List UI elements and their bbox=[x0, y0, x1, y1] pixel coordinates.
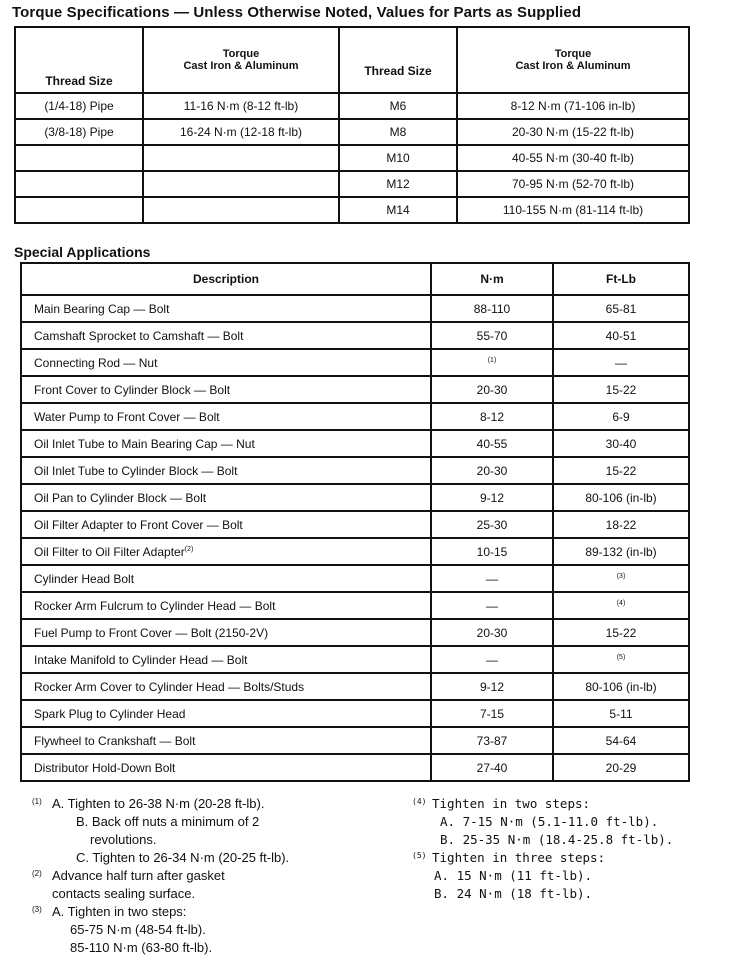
description-cell bbox=[21, 673, 431, 700]
footnote-ref: (5) bbox=[616, 653, 626, 661]
ftlb-cell-text: 15-22 bbox=[605, 625, 637, 640]
ftlb-cell bbox=[553, 565, 689, 592]
nm-cell bbox=[431, 322, 553, 349]
table-row bbox=[21, 457, 689, 484]
nm-cell bbox=[431, 457, 553, 484]
right-torque-cell: 40-55 N·m (30-40 ft-lb) bbox=[457, 145, 689, 171]
nm-cell bbox=[431, 700, 553, 727]
header-torque-left-line1: Torque bbox=[222, 48, 260, 60]
footnote-line: B. 25-35 N·m (18.4-25.8 ft-lb). bbox=[440, 832, 674, 847]
footnote-3 bbox=[32, 903, 352, 957]
nm-cell bbox=[431, 403, 553, 430]
right-thread-cell: M12 bbox=[339, 171, 457, 197]
left-torque-cell: 16-24 N·m (12-18 ft-lb) bbox=[143, 119, 339, 145]
description-cell bbox=[21, 592, 431, 619]
nm-cell bbox=[431, 565, 553, 592]
header-torque-left bbox=[143, 27, 339, 93]
table-row bbox=[21, 592, 689, 619]
description-cell-text: Fuel Pump to Front Cover — Bolt (2150-2V) bbox=[34, 625, 269, 640]
table-row bbox=[21, 727, 689, 754]
left-thread-cell: (3/8-18) Pipe bbox=[15, 119, 143, 145]
header-torque-right-line1: Torque bbox=[554, 48, 592, 60]
nm-cell-text: — bbox=[486, 571, 498, 586]
table-row bbox=[21, 700, 689, 727]
right-torque-cell: 70-95 N·m (52-70 ft-lb) bbox=[457, 171, 689, 197]
description-cell bbox=[21, 403, 431, 430]
nm-cell-text: — bbox=[486, 652, 498, 667]
footnote-2 bbox=[32, 867, 352, 903]
footnotes-left bbox=[32, 795, 352, 957]
table-row bbox=[21, 430, 689, 457]
ftlb-cell bbox=[553, 484, 689, 511]
header-thread-size-left: Thread Size bbox=[15, 27, 143, 93]
right-torque-cell: 8-12 N·m (71-106 in-lb) bbox=[457, 93, 689, 119]
footnote-ref: (2) bbox=[184, 545, 194, 553]
nm-cell-text: 27-40 bbox=[476, 760, 508, 775]
nm-cell-text: 8-12 bbox=[479, 409, 505, 424]
ftlb-cell-text: 5-11 bbox=[609, 706, 633, 721]
table-row bbox=[21, 295, 689, 322]
footnote-1 bbox=[32, 795, 352, 867]
left-torque-cell bbox=[143, 171, 339, 197]
nm-cell-text: 88-110 bbox=[473, 301, 511, 316]
footnote-ref: (1) bbox=[487, 356, 497, 364]
description-cell bbox=[21, 646, 431, 673]
nm-cell-text: 10-15 bbox=[476, 544, 508, 559]
right-thread-cell: M14 bbox=[339, 197, 457, 223]
footnote-line: contacts sealing surface. bbox=[52, 886, 196, 901]
description-cell-text: Oil Filter Adapter to Front Cover — Bolt bbox=[34, 517, 243, 532]
nm-cell-text: — bbox=[486, 598, 498, 613]
left-thread-cell bbox=[15, 171, 143, 197]
table-row bbox=[15, 145, 689, 171]
torque-spec-title: Torque Specifications — Unless Otherwise Noted, Values for Parts as Supplied bbox=[12, 4, 582, 21]
description-cell bbox=[21, 457, 431, 484]
ftlb-cell-text: 6-9 bbox=[612, 409, 630, 424]
left-torque-cell bbox=[143, 197, 339, 223]
footnote-4 bbox=[412, 795, 722, 849]
description-cell-text: Rocker Arm Fulcrum to Cylinder Head — Bolt bbox=[34, 598, 276, 613]
footnote-line: Tighten in three steps: bbox=[432, 850, 606, 865]
table-row bbox=[21, 484, 689, 511]
nm-cell bbox=[431, 376, 553, 403]
table-row bbox=[21, 754, 689, 781]
ftlb-cell bbox=[553, 619, 689, 646]
left-thread-cell bbox=[15, 145, 143, 171]
special-applications-table bbox=[20, 262, 690, 782]
ftlb-cell-text: — bbox=[615, 355, 627, 370]
nm-cell bbox=[431, 349, 553, 376]
footnote-line: A. 7-15 N·m (5.1-11.0 ft-lb). bbox=[440, 814, 659, 829]
header-ftlb: Ft-Lb bbox=[553, 263, 689, 295]
ftlb-cell-text: 18-22 bbox=[605, 517, 637, 532]
nm-cell bbox=[431, 511, 553, 538]
description-cell-text: Rocker Arm Cover to Cylinder Head — Bolts/Studs bbox=[34, 679, 305, 694]
footnote-line: Tighten in two steps: bbox=[432, 796, 591, 811]
nm-cell-text: 20-30 bbox=[476, 382, 508, 397]
ftlb-cell bbox=[553, 727, 689, 754]
ftlb-cell bbox=[553, 700, 689, 727]
footnote-marker: (1) bbox=[32, 797, 42, 806]
ftlb-cell-text: 40-51 bbox=[605, 328, 637, 343]
description-cell bbox=[21, 538, 431, 565]
ftlb-cell bbox=[553, 322, 689, 349]
description-cell-text: Oil Inlet Tube to Cylinder Block — Bolt bbox=[34, 463, 238, 478]
description-cell bbox=[21, 565, 431, 592]
header-torque-right bbox=[457, 27, 689, 93]
special-applications-title: Special Applications bbox=[14, 244, 151, 260]
nm-cell-text: 55-70 bbox=[476, 328, 508, 343]
ftlb-cell-text: 20-29 bbox=[605, 760, 637, 775]
table-row bbox=[15, 197, 689, 223]
ftlb-cell bbox=[553, 673, 689, 700]
footnote-line: 85-110 N·m (63-80 ft-lb). bbox=[70, 940, 213, 955]
nm-cell-text: 73-87 bbox=[476, 733, 508, 748]
footnote-line: revolutions. bbox=[90, 832, 157, 847]
nm-cell-text: 20-30 bbox=[476, 463, 508, 478]
ftlb-cell bbox=[553, 754, 689, 781]
description-cell-text: Distributor Hold-Down Bolt bbox=[34, 760, 176, 775]
footnotes-right bbox=[412, 795, 722, 903]
nm-cell-text: 9-12 bbox=[479, 679, 505, 694]
nm-cell-text: 25-30 bbox=[476, 517, 508, 532]
ftlb-cell bbox=[553, 403, 689, 430]
description-cell bbox=[21, 700, 431, 727]
table-row bbox=[21, 619, 689, 646]
nm-cell-text: 40-55 bbox=[476, 436, 508, 451]
footnote-line: A. 15 N·m (11 ft-lb). bbox=[434, 868, 593, 883]
table-row bbox=[21, 376, 689, 403]
ftlb-cell-text: 15-22 bbox=[605, 463, 637, 478]
nm-cell-text: 9-12 bbox=[479, 490, 505, 505]
nm-cell bbox=[431, 430, 553, 457]
table-row bbox=[15, 93, 689, 119]
right-thread-cell: M10 bbox=[339, 145, 457, 171]
footnote-ref: (4) bbox=[616, 599, 626, 607]
description-cell-text: Oil Filter to Oil Filter Adapter bbox=[34, 544, 185, 559]
description-cell-text: Spark Plug to Cylinder Head bbox=[34, 706, 186, 721]
header-thread-size-right: Thread Size bbox=[339, 27, 457, 93]
table-row bbox=[15, 119, 689, 145]
table-row bbox=[21, 673, 689, 700]
description-cell-text: Oil Inlet Tube to Main Bearing Cap — Nut bbox=[34, 436, 255, 451]
nm-cell bbox=[431, 538, 553, 565]
description-cell bbox=[21, 484, 431, 511]
footnote-marker: (5) bbox=[412, 851, 427, 860]
table-row bbox=[21, 349, 689, 376]
left-thread-cell: (1/4-18) Pipe bbox=[15, 93, 143, 119]
nm-cell-text: 7-15 bbox=[479, 706, 505, 721]
nm-cell bbox=[431, 592, 553, 619]
description-cell-text: Connecting Rod — Nut bbox=[34, 355, 158, 370]
description-cell bbox=[21, 727, 431, 754]
ftlb-cell-text: 30-40 bbox=[605, 436, 637, 451]
description-cell bbox=[21, 349, 431, 376]
description-cell bbox=[21, 295, 431, 322]
description-cell-text: Main Bearing Cap — Bolt bbox=[34, 301, 170, 316]
header-nm: N·m bbox=[431, 263, 553, 295]
footnote-marker: (3) bbox=[32, 905, 42, 914]
ftlb-cell-text: 54-64 bbox=[605, 733, 637, 748]
ftlb-cell-text: 89-132 (in-lb) bbox=[585, 544, 657, 559]
description-cell-text: Camshaft Sprocket to Camshaft — Bolt bbox=[34, 328, 244, 343]
table-row bbox=[21, 511, 689, 538]
header-torque-left-line2: Cast Iron & Aluminum bbox=[183, 60, 299, 72]
footnote-5 bbox=[412, 849, 722, 903]
nm-cell-text: 20-30 bbox=[476, 625, 508, 640]
nm-cell bbox=[431, 484, 553, 511]
table-row bbox=[21, 565, 689, 592]
footnote-line: B. 24 N·m (18 ft-lb). bbox=[434, 886, 593, 901]
table-row bbox=[21, 538, 689, 565]
ftlb-cell bbox=[553, 430, 689, 457]
ftlb-cell bbox=[553, 592, 689, 619]
torque-spec-table bbox=[14, 26, 690, 224]
ftlb-cell bbox=[553, 457, 689, 484]
description-cell-text: Flywheel to Crankshaft — Bolt bbox=[34, 733, 196, 748]
description-cell-text: Intake Manifold to Cylinder Head — Bolt bbox=[34, 652, 248, 667]
footnote-ref: (3) bbox=[616, 572, 626, 580]
description-cell-text: Front Cover to Cylinder Block — Bolt bbox=[34, 382, 231, 397]
footnote-line: C. Tighten to 26-34 N·m (20-25 ft-lb). bbox=[76, 850, 290, 865]
special-table-body bbox=[21, 295, 689, 781]
footnote-marker: (2) bbox=[32, 869, 42, 878]
description-cell bbox=[21, 619, 431, 646]
footnote-line: A. Tighten in two steps: bbox=[52, 904, 187, 919]
footnote-line: A. Tighten to 26-38 N·m (20-28 ft-lb). bbox=[52, 796, 265, 811]
table-row bbox=[21, 403, 689, 430]
footnote-line: Advance half turn after gasket bbox=[52, 868, 225, 883]
nm-cell bbox=[431, 673, 553, 700]
left-thread-cell bbox=[15, 197, 143, 223]
ftlb-cell bbox=[553, 646, 689, 673]
nm-cell bbox=[431, 295, 553, 322]
nm-cell bbox=[431, 727, 553, 754]
ftlb-cell bbox=[553, 538, 689, 565]
header-torque-right-line2: Cast Iron & Aluminum bbox=[515, 60, 631, 72]
description-cell bbox=[21, 430, 431, 457]
right-thread-cell: M6 bbox=[339, 93, 457, 119]
description-cell-text: Water Pump to Front Cover — Bolt bbox=[34, 409, 220, 424]
ftlb-cell bbox=[553, 349, 689, 376]
torque-header-row bbox=[15, 27, 689, 93]
ftlb-cell-text: 80-106 (in-lb) bbox=[585, 679, 657, 694]
nm-cell bbox=[431, 646, 553, 673]
footnote-marker: (4) bbox=[412, 797, 427, 806]
description-cell bbox=[21, 376, 431, 403]
ftlb-cell bbox=[553, 376, 689, 403]
ftlb-cell-text: 15-22 bbox=[605, 382, 637, 397]
description-cell bbox=[21, 511, 431, 538]
right-torque-cell: 110-155 N·m (81-114 ft-lb) bbox=[457, 197, 689, 223]
ftlb-cell bbox=[553, 295, 689, 322]
left-torque-cell: 11-16 N·m (8-12 ft-lb) bbox=[143, 93, 339, 119]
ftlb-cell-text: 80-106 (in-lb) bbox=[585, 490, 657, 505]
right-thread-cell: M8 bbox=[339, 119, 457, 145]
special-header-row bbox=[21, 263, 689, 295]
right-torque-cell: 20-30 N·m (15-22 ft-lb) bbox=[457, 119, 689, 145]
table-row bbox=[21, 322, 689, 349]
table-row bbox=[15, 171, 689, 197]
nm-cell bbox=[431, 754, 553, 781]
left-torque-cell bbox=[143, 145, 339, 171]
table-row bbox=[21, 646, 689, 673]
ftlb-cell-text: 65-81 bbox=[605, 301, 637, 316]
ftlb-cell bbox=[553, 511, 689, 538]
footnote-line: 65-75 N·m (48-54 ft-lb). bbox=[70, 922, 206, 937]
description-cell bbox=[21, 322, 431, 349]
description-cell-text: Oil Pan to Cylinder Block — Bolt bbox=[34, 490, 207, 505]
header-description: Description bbox=[21, 263, 431, 295]
description-cell bbox=[21, 754, 431, 781]
nm-cell bbox=[431, 619, 553, 646]
footnote-line: B. Back off nuts a minimum of 2 bbox=[76, 814, 260, 829]
description-cell-text: Cylinder Head Bolt bbox=[34, 571, 135, 586]
